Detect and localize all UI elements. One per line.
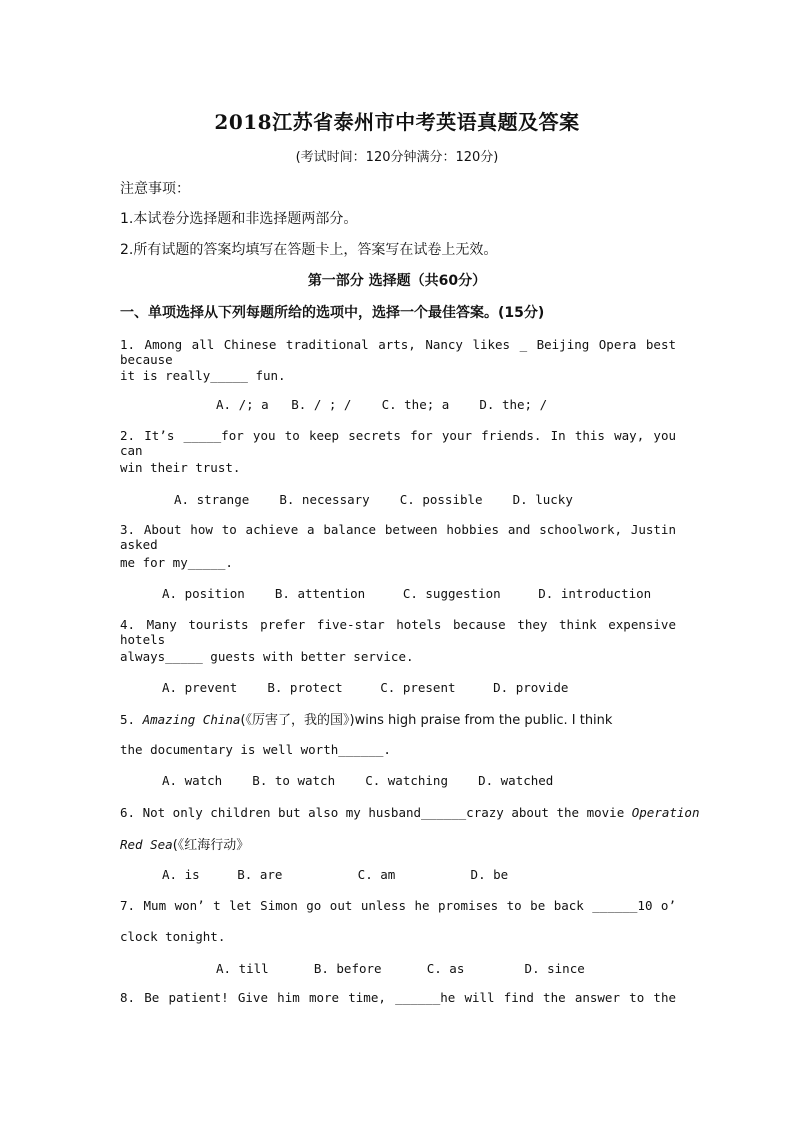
question-1-text: 1. Among all Chinese traditional arts, Nancy likes _ Beijing Opera best because xyxy=(120,337,676,367)
question-5-text-cont: the documentary is well worth______. xyxy=(120,742,391,757)
question-5-rest: (《厉害了，我的国》)wins high praise from the public. I think xyxy=(240,713,613,728)
movie-title: Operation xyxy=(631,805,700,820)
question-4-options: A. prevent B. protect C. present D. provide xyxy=(162,680,569,695)
question-2-options: A. strange B. necessary C. possible D. lucky xyxy=(174,492,573,507)
question-3-text-cont: me for my_____. xyxy=(120,555,233,570)
note-item: 2.所有试题的答案均填写在答题卡上，答案写在试卷上无效。 xyxy=(120,242,498,258)
question-1-text-cont: it is really_____ fun. xyxy=(120,368,286,383)
question-6-text xyxy=(120,805,700,820)
question-3-options: A. position B. attention C. suggestion D. introduction xyxy=(162,586,652,601)
exam-time-info: (考试时间：120分钟满分：120分) xyxy=(295,150,499,165)
question-5-options: A. watch B. to watch C. watching D. watched xyxy=(162,773,554,788)
page-title: 2018江苏省泰州市中考英语真题及答案 xyxy=(214,110,580,134)
question-4-text: 4. Many tourists prefer five-star hotels because they think expensive hotels xyxy=(120,617,676,647)
question-number: 5. xyxy=(120,712,136,727)
notes-heading: 注意事项： xyxy=(120,181,190,197)
movie-title-cont: Red Sea xyxy=(120,837,173,852)
question-2-text: 2. It’s _____for you to keep secrets for your friends. In this way, you can xyxy=(120,428,676,458)
part-title: 第一部分 选择题（共60分） xyxy=(307,273,487,289)
question-7-options: A. till B. before C. as D. since xyxy=(216,961,585,976)
question-1-options: A. /; a B. / ; / C. the; a D. the; / xyxy=(216,397,548,412)
section-heading: 一、单项选择从下列每题所给的选项中，选择一个最佳答案。(15分) xyxy=(120,305,545,321)
question-7-text: 7. Mum won’ t let Simon go out unless he promises to be back ______10 o’ xyxy=(120,898,676,913)
question-8-text: 8. Be patient! Give him more time, ______he will find the answer to the xyxy=(120,990,676,1005)
question-7-text-cont: clock tonight. xyxy=(120,929,226,944)
question-2-text-cont: win their trust. xyxy=(120,460,241,475)
question-6-options: A. is B. are C. am D. be xyxy=(162,867,509,882)
note-item: 1.本试卷分选择题和非选择题两部分。 xyxy=(120,211,358,227)
question-3-text: 3. About how to achieve a balance between hobbies and schoolwork, Justin asked xyxy=(120,522,676,552)
movie-title-cn: (《红海行动》 xyxy=(172,838,250,853)
question-5-text xyxy=(120,709,676,728)
movie-title: Amazing China xyxy=(142,712,241,727)
question-4-text-cont: always_____ guests with better service. xyxy=(120,649,414,664)
question-6-text-cont xyxy=(120,834,676,853)
question-6-main: 6. Not only children but also my husband______crazy about the movie xyxy=(120,805,625,820)
